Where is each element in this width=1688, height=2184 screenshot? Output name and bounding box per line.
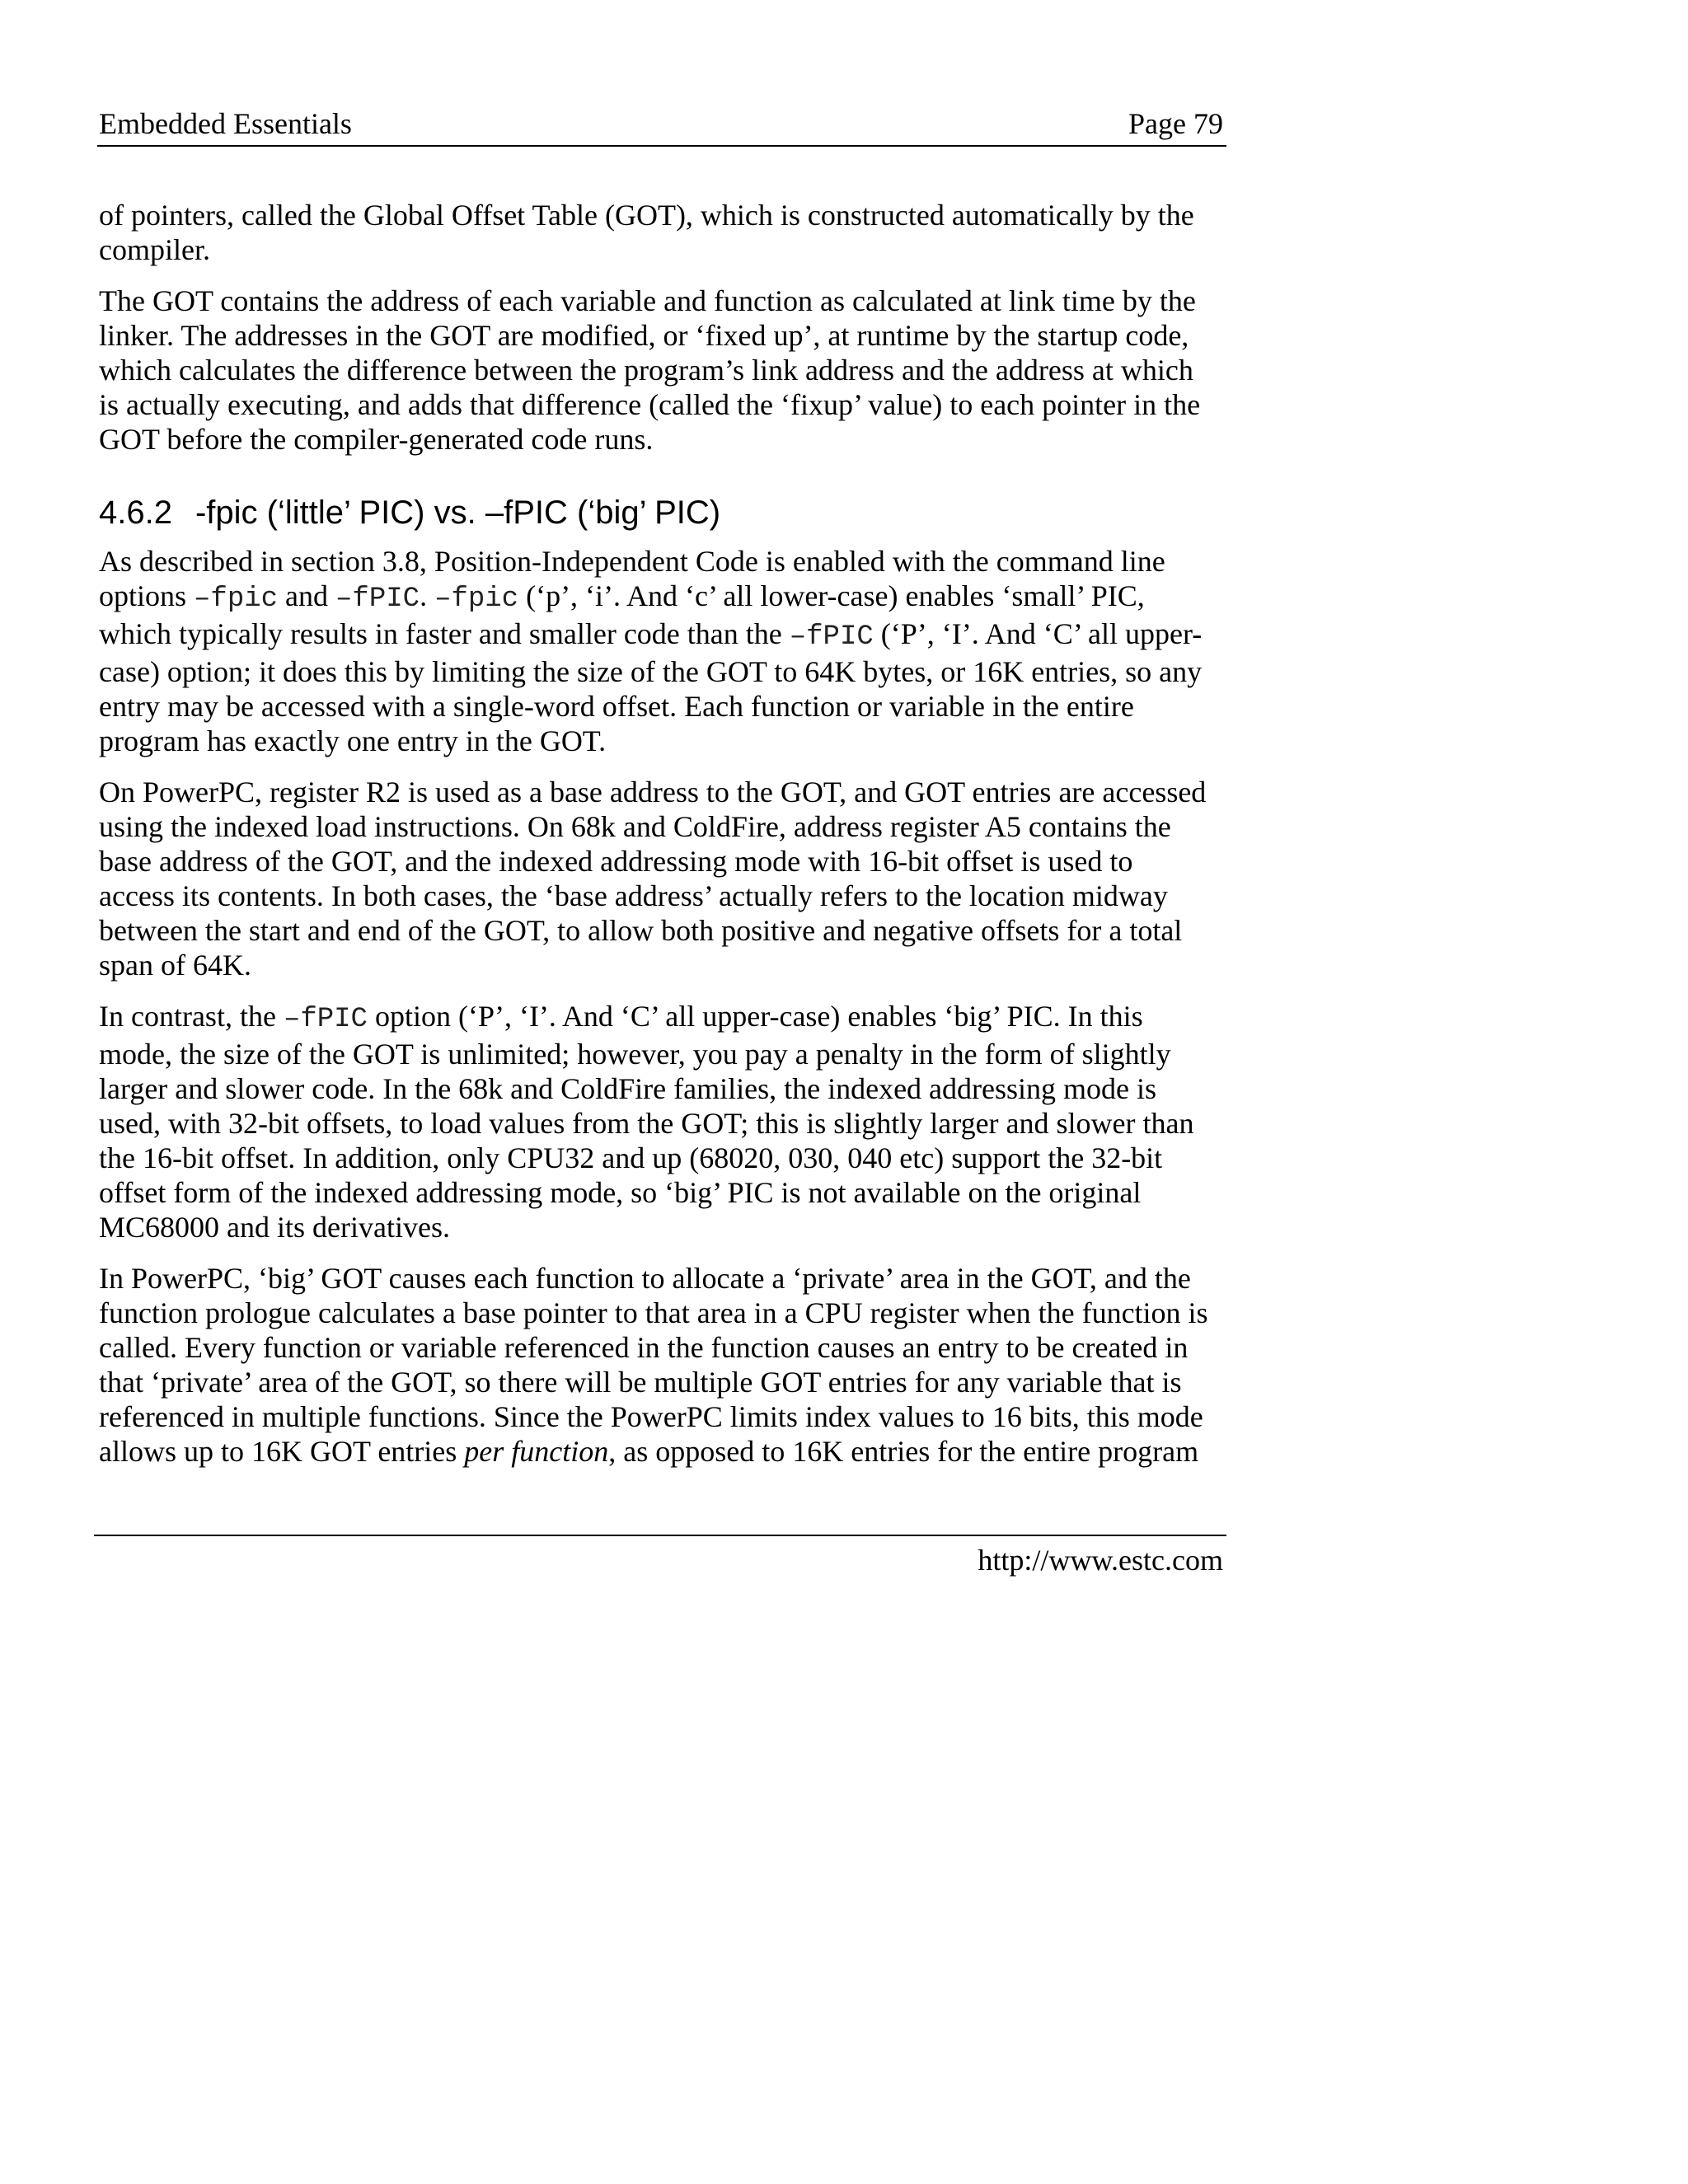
code-fPIC-option: –fPIC [335,583,420,615]
text-line: larger and slower code. In the 68k and ColdFire families, the indexed addressing mode is [99,1072,1157,1105]
text-line: span of 64K. [99,949,251,982]
text-line: case) option; it does this by limiting the size of the GOT to 64K bytes, or 16K entries, so any [99,655,1203,688]
text-line: between the start and end of the GOT, to allow both positive and negative offsets for a total [99,914,1183,947]
text-line: the 16-bit offset. In addition, only CPU32 and up (68020, 030, 040 etc) support the 32-bit [99,1141,1163,1174]
text-run: option (‘P’, ‘I’. And ‘C’ all upper-case) enables ‘big’ PIC. In this [367,1000,1143,1033]
text-run: options [99,579,195,612]
text-line: GOT before the compiler-generated code runs. [99,423,654,456]
section-heading [99,493,1236,532]
paragraph-big-pic [99,999,1236,1244]
footer-url: http://www.estc.com [978,1544,1223,1577]
text-line: mode, the size of the GOT is unlimited; however, you pay a penalty in the form of slightly [99,1038,1171,1071]
text-line: using the indexed load instructions. On 68k and ColdFire, address register A5 contains the [99,810,1171,843]
page-body [99,198,1236,1485]
text-line: function prologue calculates a base pointer to that area in a CPU register when the function is [99,1296,1208,1329]
text-line: offset form of the indexed addressing mode, so ‘big’ PIC is not available on the original [99,1176,1142,1209]
text-line: entry may be accessed with a single-word offset. Each function or variable in the entire [99,690,1134,723]
text-run: (‘P’, ‘I’. And ‘C’ all upper- [873,617,1203,650]
text-line: is actually executing, and adds that difference (called the ‘fixup’ value) to each pointer in the [99,388,1201,421]
text-line: referenced in multiple functions. Since the PowerPC limits index values to 16 bits, this mode [99,1400,1203,1433]
text-run: , as opposed to 16K entries for the entire program [608,1435,1199,1468]
text-line: program has exactly one entry in the GOT. [99,724,607,757]
text-line [99,616,1236,654]
text-run: . [420,579,435,612]
text-line: The GOT contains the address of each variable and function as calculated at link time by the [99,284,1196,317]
text-line [99,579,1236,616]
text-line: that ‘private’ area of the GOT, so there will be multiple GOT entries for any variable that is [99,1366,1182,1399]
text-line: As described in section 3.8, Position-Independent Code is enabled with the command line [99,545,1165,578]
text-run: allows up to 16K GOT entries [99,1435,465,1468]
page-number: Page 79 [1128,107,1223,140]
code-fPIC-option: –fPIC [283,1004,368,1035]
text-line [99,999,1236,1037]
emphasis-per-function: per function [464,1435,609,1468]
code-fPIC-option: –fPIC [789,621,874,653]
text-line: used, with 32-bit offsets, to load values from the GOT; this is slightly larger and slower than [99,1107,1194,1140]
text-line: compiler. [99,233,210,266]
text-line: In PowerPC, ‘big’ GOT causes each function to allocate a ‘private’ area in the GOT, and the [99,1262,1191,1295]
text-run: (‘p’, ‘i’. And ‘c’ all lower-case) enables ‘small’ PIC, [518,579,1145,612]
paragraph-fpic-options [99,544,1236,758]
text-line: base address of the GOT, and the indexed addressing mode with 16-bit offset is used to [99,845,1133,878]
paragraph-powerpc-coldfire [99,775,1236,982]
text-line: access its contents. In both cases, the ‘base address’ actually refers to the location midway [99,879,1168,912]
text-line: linker. The addresses in the GOT are modified, or ‘fixed up’, at runtime by the startup code, [99,319,1189,352]
text-line: On PowerPC, register R2 is used as a base address to the GOT, and GOT entries are accessed [99,776,1207,808]
text-run: which typically results in faster and smaller code than the [99,617,790,650]
text-line [99,1434,1236,1469]
paragraph-got-intro [99,198,1236,267]
text-run: and [278,579,336,612]
paragraph-powerpc-big-got [99,1261,1236,1469]
paragraph-got-contents [99,284,1236,457]
code-fpic-option: –fpic [194,583,279,615]
page-footer [94,1535,1226,1594]
code-fpic-option: –fpic [434,583,519,615]
text-line: of pointers, called the Global Offset Table (GOT), which is constructed automatically by the [99,199,1194,232]
text-line: MC68000 and its derivatives. [99,1211,450,1244]
section-title: -fpic (‘little’ PIC) vs. –fPIC (‘big’ PIC) [195,494,721,531]
text-run: In contrast, the [99,1000,284,1033]
section-number: 4.6.2 [99,494,172,531]
text-line: called. Every function or variable referenced in the function causes an entry to be created in [99,1331,1189,1364]
page-header [97,104,1226,147]
running-title: Embedded Essentials [99,107,352,140]
text-line: which calculates the difference between the program’s link address and the address at which [99,354,1193,387]
